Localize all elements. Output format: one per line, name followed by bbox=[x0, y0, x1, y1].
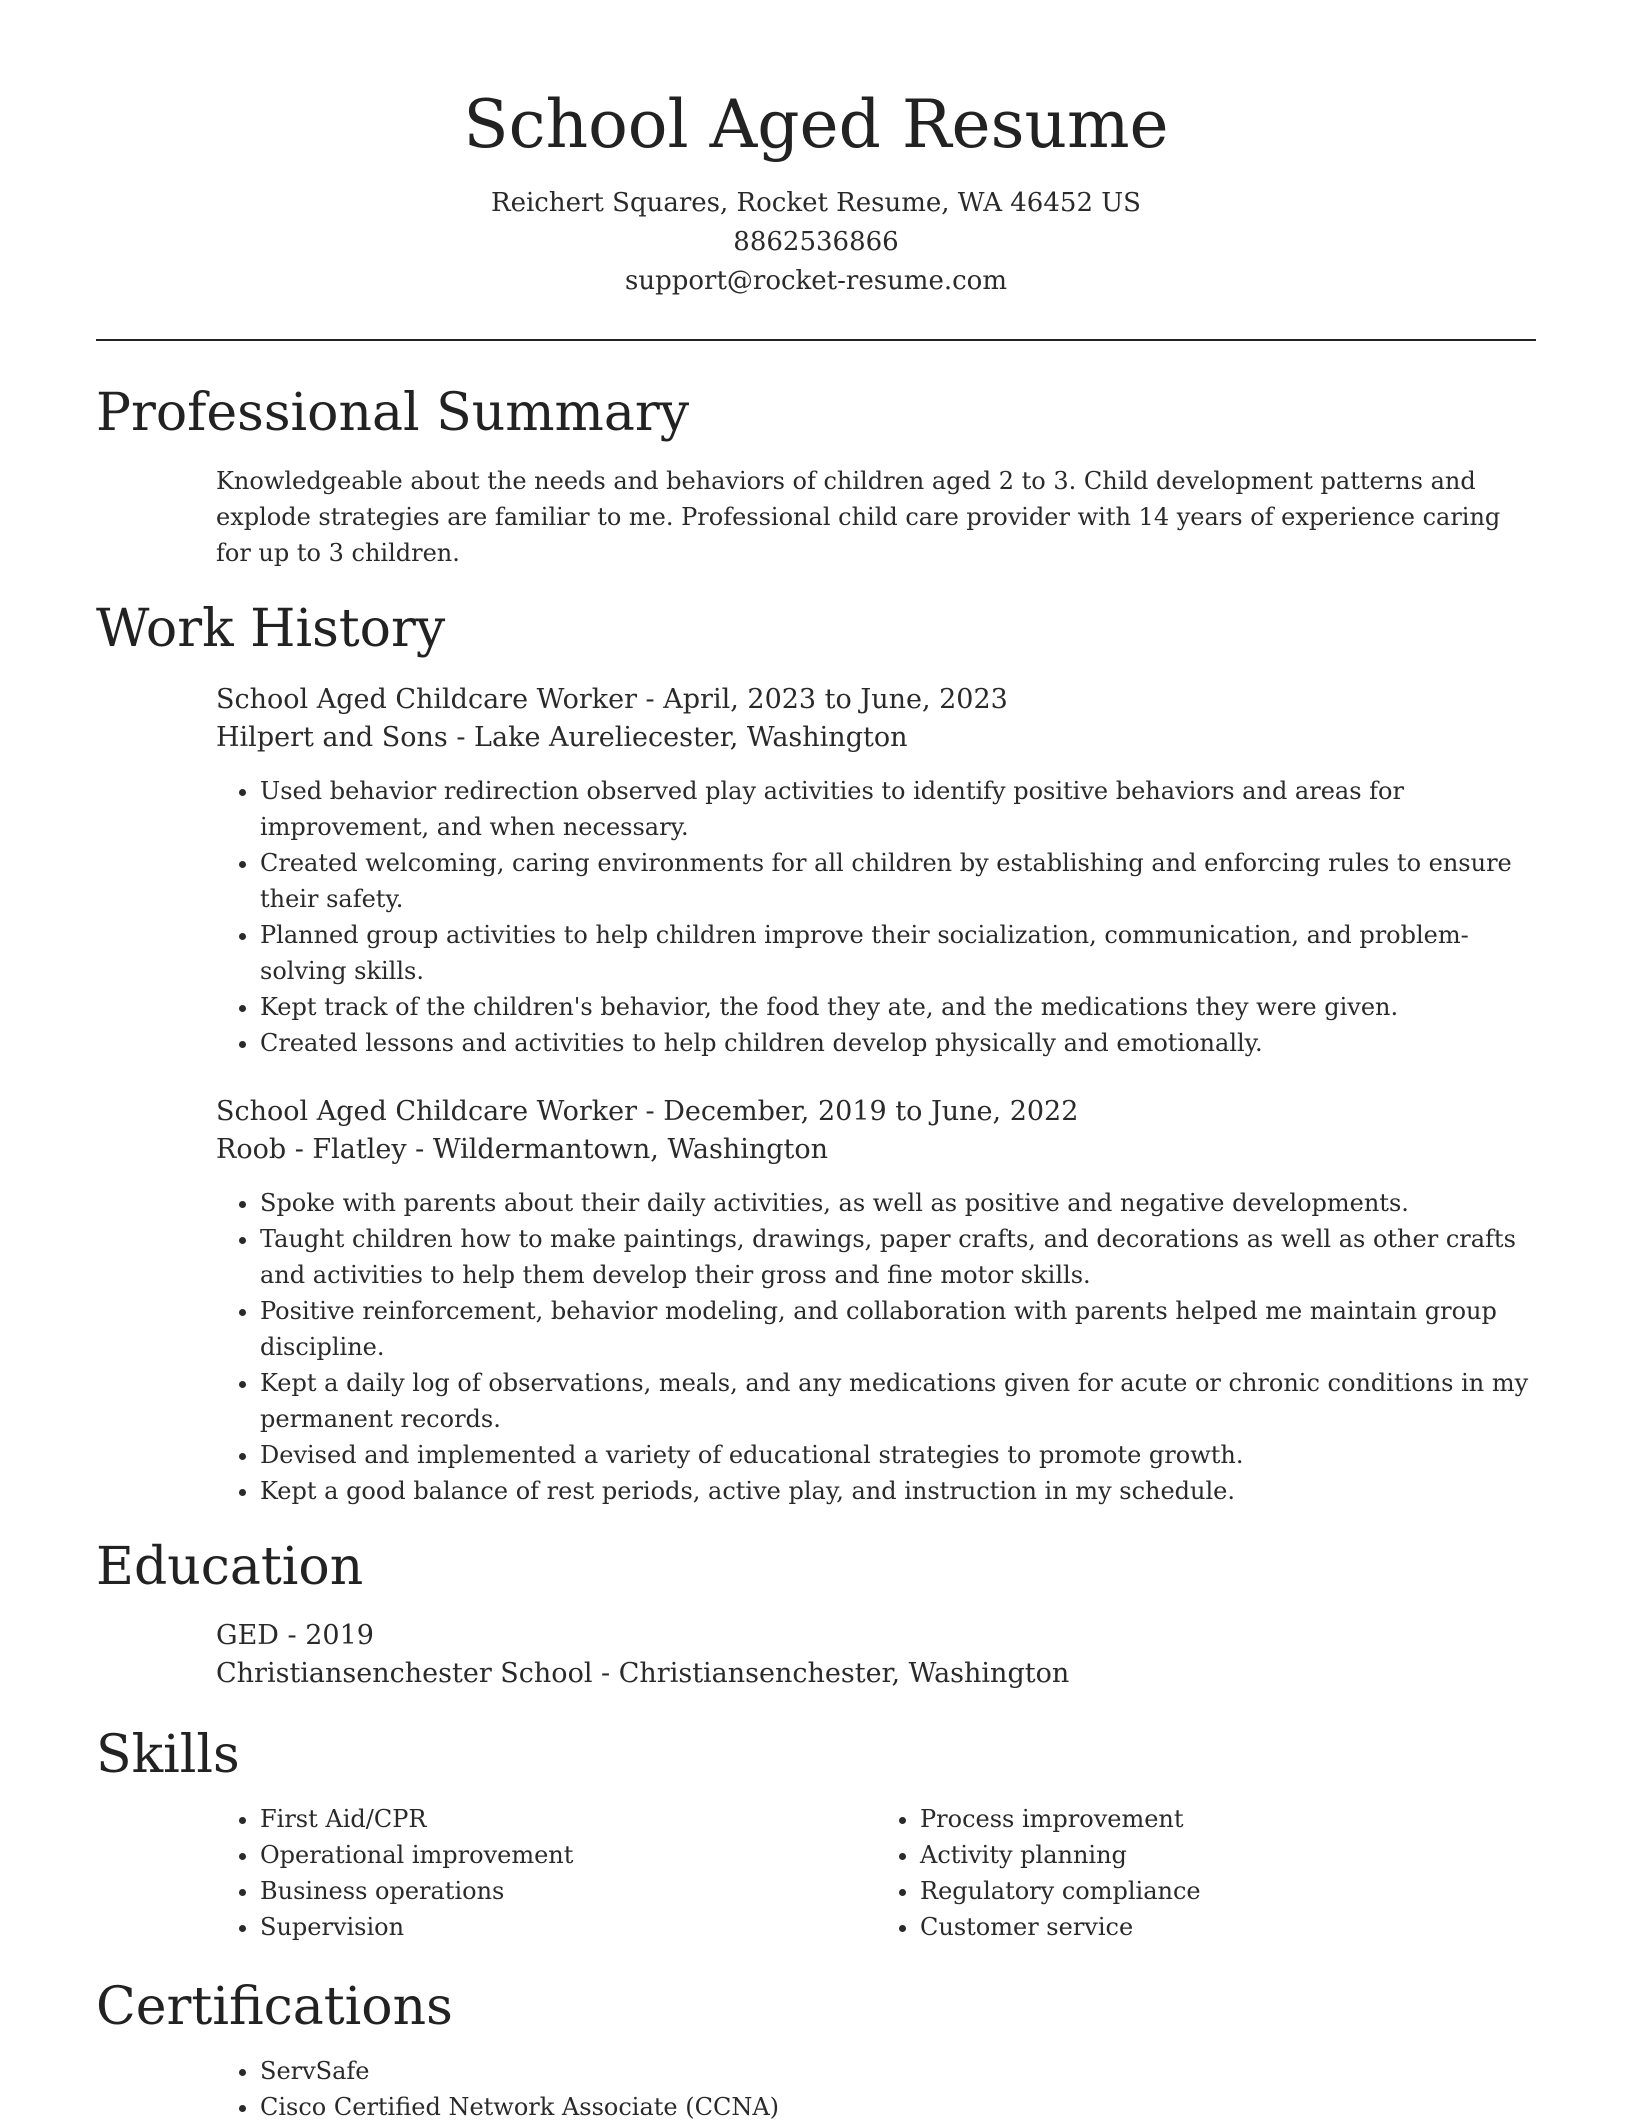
contact-address: Reichert Squares, Rocket Resume, WA 46452 US bbox=[491, 188, 1141, 218]
job-role-line: School Aged Childcare Worker - December, 2019 to June, 2022 bbox=[216, 1096, 1079, 1127]
list-item: • Kept track of the children's behavior, the food they ate, and the medications they were given. bbox=[260, 989, 1536, 1025]
skill-item: • Business operations bbox=[260, 1873, 876, 1909]
list-item: • Used behavior redirection observed play activities to identify positive behaviors and areas for improvement, and when necessary. bbox=[260, 773, 1536, 845]
job-entry bbox=[216, 1093, 1536, 1509]
skill-item: • Supervision bbox=[260, 1909, 876, 1945]
summary-text: Knowledgeable about the needs and behaviors of children aged 2 to 3. Child development patterns and explode strategies are familiar to me. Professional child care provider with 14 years of experience caring for up to 3 children. bbox=[216, 467, 1501, 567]
section-title-summary: Professional Summary bbox=[96, 383, 690, 443]
certification-item: • Cisco Certified Network Associate (CCNA) bbox=[260, 2089, 1536, 2125]
contact-phone: 8862536866 bbox=[733, 227, 899, 257]
education-degree-line: GED - 2019 bbox=[216, 1620, 374, 1651]
certifications-section bbox=[96, 1975, 1536, 2125]
work-history-section bbox=[96, 597, 1536, 1509]
skill-item: • Customer service bbox=[920, 1909, 1536, 1945]
header-divider bbox=[96, 339, 1536, 341]
education-section bbox=[96, 1535, 1536, 1693]
list-item: • Planned group activities to help children improve their socialization, communication, and problem-solving skills. bbox=[260, 917, 1536, 989]
contact-info bbox=[96, 184, 1536, 301]
list-item: • Kept a good balance of rest periods, active play, and instruction in my schedule. bbox=[260, 1473, 1536, 1509]
education-entry bbox=[216, 1617, 1536, 1693]
list-item: • Positive reinforcement, behavior modeling, and collaboration with parents helped me maintain group discipline. bbox=[260, 1293, 1536, 1365]
job-company-line: Roob - Flatley - Wildermantown, Washington bbox=[216, 1134, 829, 1165]
skill-item: • Activity planning bbox=[920, 1837, 1536, 1873]
skills-grid bbox=[216, 1801, 1536, 1945]
skills-column-left bbox=[216, 1801, 876, 1945]
job-role-line: School Aged Childcare Worker - April, 2023 to June, 2023 bbox=[216, 684, 1008, 715]
skill-item: • Operational improvement bbox=[260, 1837, 876, 1873]
certifications-list-wrap bbox=[216, 2053, 1536, 2125]
resume-page bbox=[96, 0, 1536, 2125]
list-item: • Created welcoming, caring environments for all children by establishing and enforcing rules to ensure their safety. bbox=[260, 845, 1536, 917]
certification-item: • ServSafe bbox=[260, 2053, 1536, 2089]
skill-item: • Regulatory compliance bbox=[920, 1873, 1536, 1909]
list-item: • Created lessons and activities to help children develop physically and emotionally. bbox=[260, 1025, 1536, 1061]
section-title-education: Education bbox=[96, 1537, 364, 1597]
list-item: • Taught children how to make paintings, drawings, paper crafts, and decorations as well as other crafts and activities to help them develop their gross and fine motor skills. bbox=[260, 1221, 1536, 1293]
job-company-line: Hilpert and Sons - Lake Aureliecester, Washington bbox=[216, 722, 908, 753]
list-item: • Devised and implemented a variety of educational strategies to promote growth. bbox=[260, 1437, 1536, 1473]
certifications-list bbox=[216, 2053, 1536, 2125]
skill-item: • First Aid/CPR bbox=[260, 1801, 876, 1837]
resume-name: School Aged Resume bbox=[463, 86, 1169, 163]
list-item: • Kept a daily log of observations, meals, and any medications given for acute or chronic conditions in my permanent records. bbox=[260, 1365, 1536, 1437]
list-item: • Spoke with parents about their daily activities, as well as positive and negative developments. bbox=[260, 1185, 1536, 1221]
education-school-line: Christiansenchester School - Christiansenchester, Washington bbox=[216, 1658, 1070, 1689]
job-bullets bbox=[216, 1185, 1536, 1509]
section-title-work-history: Work History bbox=[96, 599, 446, 659]
resume-header bbox=[96, 0, 1536, 301]
section-title-certifications: Certifications bbox=[96, 1977, 453, 2037]
skills-section bbox=[96, 1723, 1536, 1945]
skills-column-right bbox=[876, 1801, 1536, 1945]
summary-section bbox=[96, 381, 1536, 571]
job-entry bbox=[216, 681, 1536, 1061]
section-title-skills: Skills bbox=[96, 1725, 240, 1785]
job-bullets bbox=[216, 773, 1536, 1061]
skill-item: • Process improvement bbox=[920, 1801, 1536, 1837]
contact-email[interactable]: support@rocket-resume.com bbox=[624, 266, 1007, 296]
